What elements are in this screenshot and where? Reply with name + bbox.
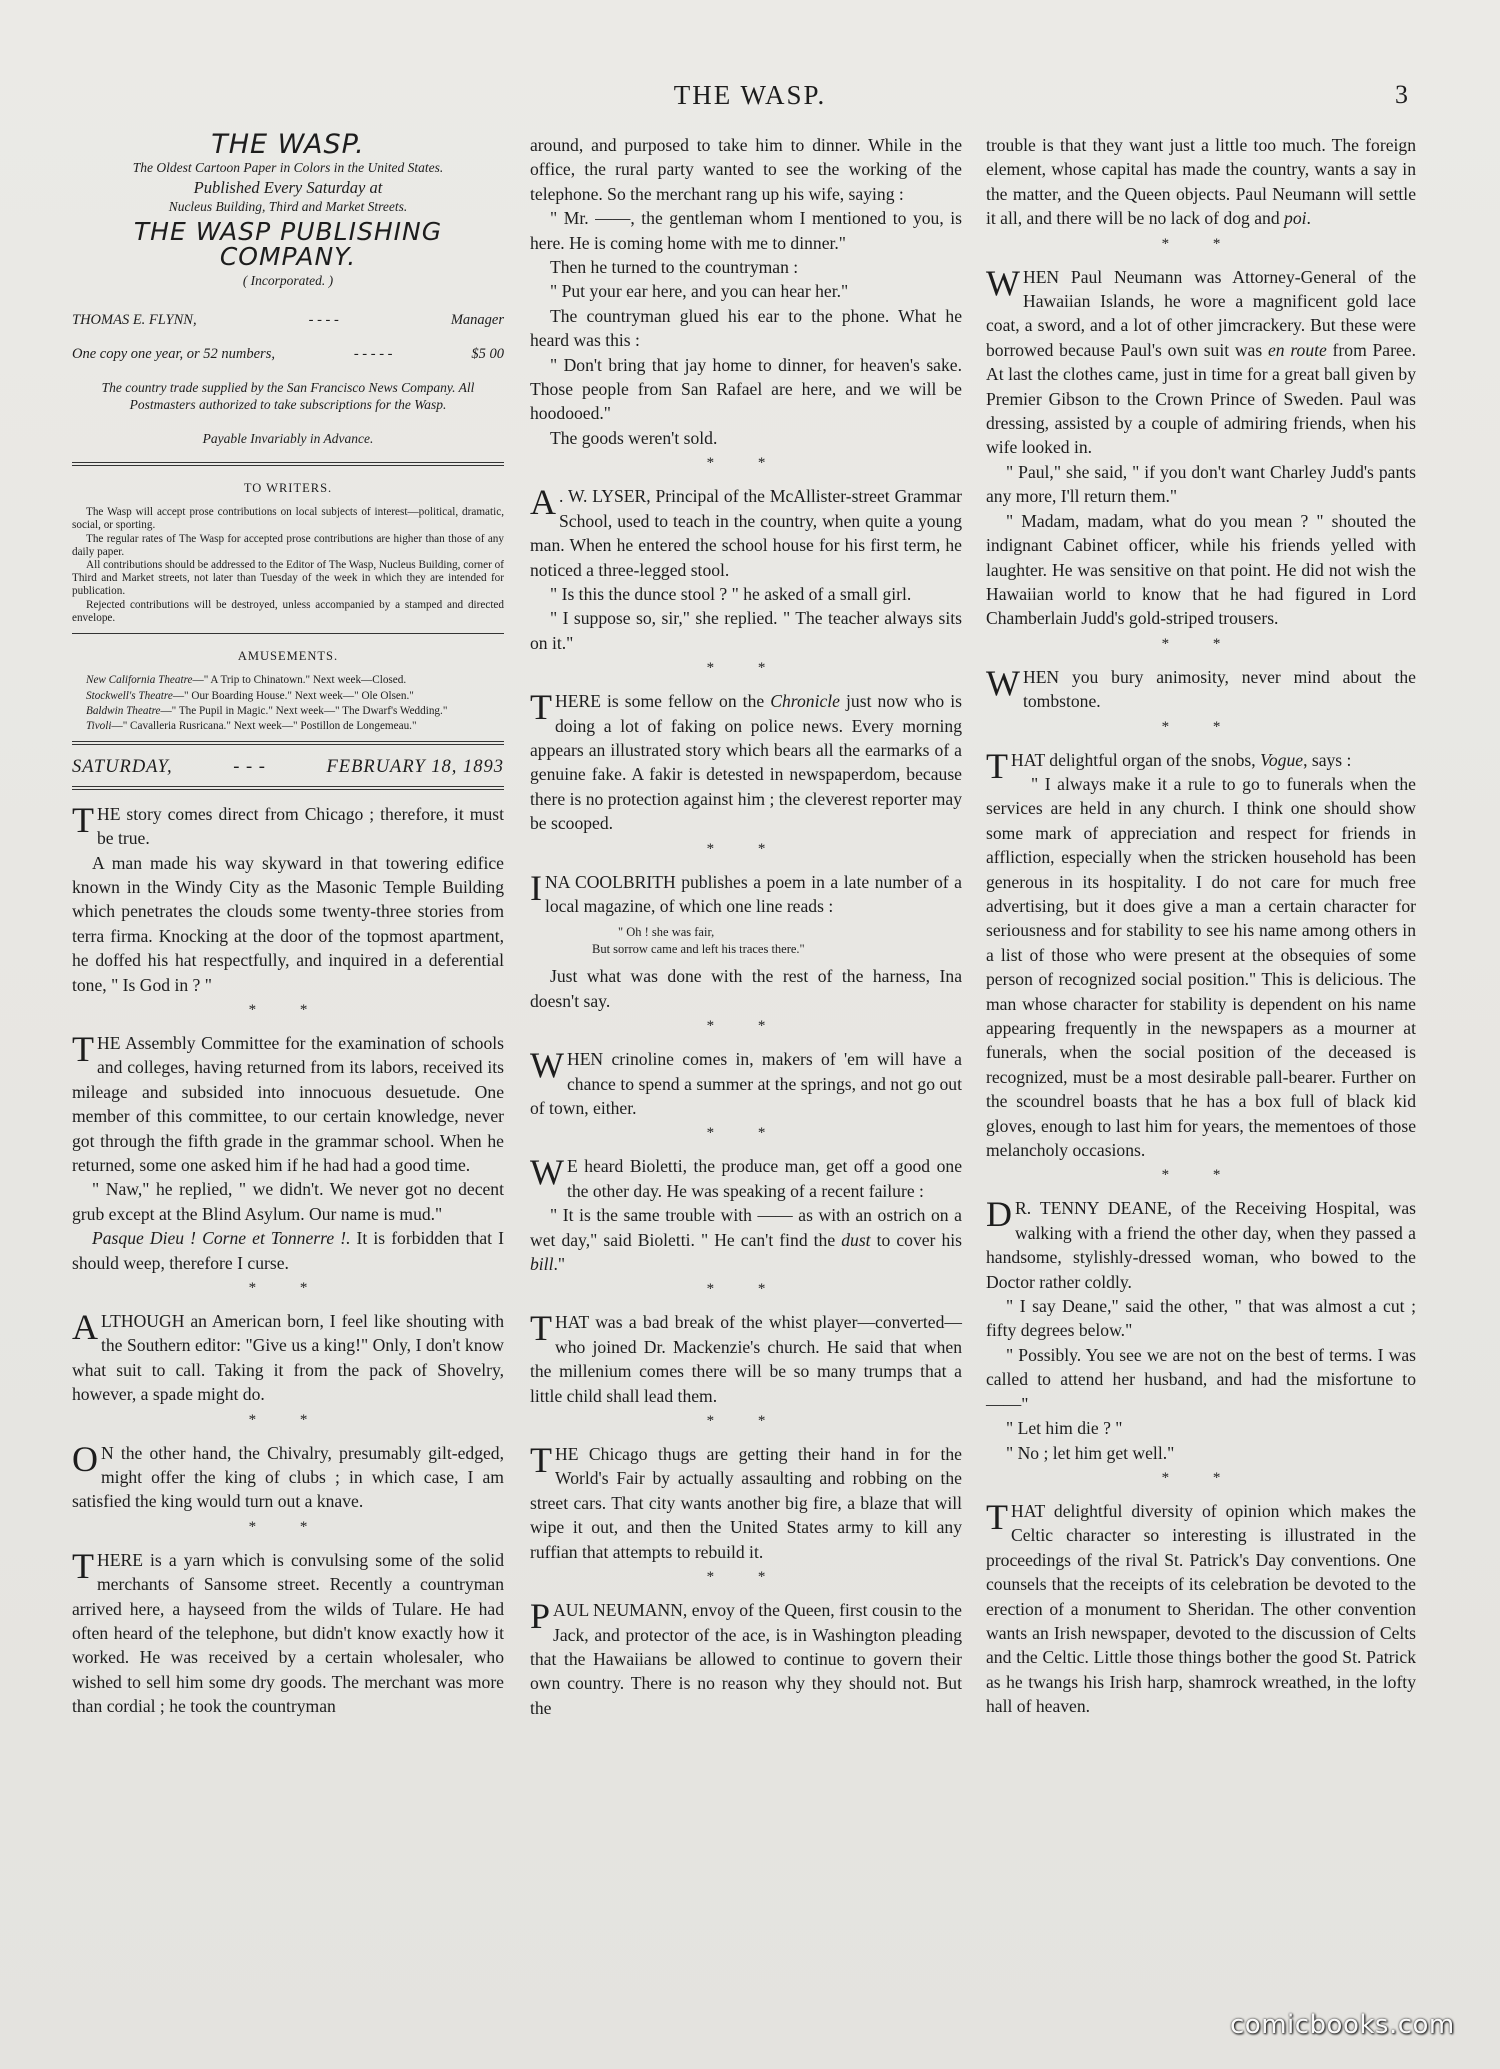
subscription-label: One copy one year, or 52 numbers, (72, 346, 275, 363)
section-separator: * * (706, 1125, 786, 1142)
paragraph: " Paul," she said, " if you don't want Charley Judd's pants any more, I'll return them." (986, 461, 1416, 507)
dateline (72, 755, 504, 779)
paragraph: THAT delightful organ of the snobs, Vogue, says : (986, 745, 1352, 786)
paragraph: " Is this the dunce stool ? " he asked of a small girl. (550, 583, 912, 604)
venue-name: Stockwell's Theatre (86, 689, 173, 702)
section-separator: * * (1161, 718, 1241, 735)
paragraph: WHEN crinoline comes in, makers of 'em will have a chance to spend a summer at the springs, and not go out of town, either. (530, 1045, 962, 1118)
drop-cap: O (72, 1438, 98, 1479)
drop-cap: A (530, 482, 556, 523)
drop-cap: T (72, 1545, 94, 1586)
paragraph: THE Assembly Committee for the examination of schools and colleges, having returned from its labors, received its mileage and subsided into innocuous desuetude. One member of this committee, to our certain knowledge, never got through the fifth grade in the grammar school. When he returned, some one asked him if he had had a good time. (72, 1028, 504, 1175)
paragraph: " I suppose so, sir," she replied. " The teacher always sits on it." (530, 608, 962, 653)
paragraph: " Mr. ——, the gentleman whom I mentioned to you, is here. He is coming home with me to dinner." (530, 208, 962, 253)
paragraph: Then he turned to the countryman : (550, 257, 799, 278)
drop-cap: T (72, 1028, 94, 1069)
amusement-text: —" Cavalleria Rusricana." Next week—" Postillon de Longemeau." (111, 720, 417, 733)
paragraph: Pasque Dieu ! Corne et Tonnerre !. It is forbidden that I should weep, therefore I curse. (72, 1228, 504, 1273)
leader-dots: - - - - (308, 311, 339, 328)
double-rule (72, 462, 504, 466)
paragraph: WHEN Paul Neumann was Attorney-General of the Hawaiian Islands, he wore a magnificent gold lace coat, a sword, and a lot of other jimcrackery. But these were borrowed because Paul's own suit was en route from Paree. At last the clothes came, just in time for a great ball given by Premier Gibson to the Crown Prince of Sweden. Paul was dressing, assisted by a couple of admiring friends, when his wife looked in. (986, 262, 1416, 458)
paragraph: THE Chicago thugs are getting their hand in for the World's Fair by actually assaulting and robbing on the street cars. That city wants another big fire, a blaze that will wipe it out, and then the United States army to kill any ruffian that attempts to rebuild it. (530, 1440, 962, 1562)
amusement-item (72, 720, 504, 733)
subscription-price: $5 00 (471, 346, 504, 363)
amusements-list (72, 674, 504, 733)
section-separator: * * (706, 455, 786, 472)
section-separator: * * (1161, 635, 1241, 652)
leader-dots: - - - - - (353, 346, 393, 363)
watermark: comicbooks.com (1230, 2010, 1455, 2040)
section-separator: * * (248, 1411, 328, 1428)
paragraph: " Let him die ? " (1006, 1418, 1123, 1439)
paragraph: A man made his way skyward in that towering edifice known in the Windy City as the Masonic Temple Building which penetrates the clouds some twenty-three stories from terra firma. Knocking at the door of the topmost apartment, he doffed his hat respectfully, and inquired in a deferential tone, " Is God in ? " (72, 852, 504, 995)
drop-cap: T (986, 745, 1008, 786)
drop-cap: W (986, 662, 1020, 703)
paragraph: Just what was done with the rest of the harness, Ina doesn't say. (530, 966, 962, 1011)
poem-quote: " Oh ! she was fair, But sorrow came and left his traces there." (592, 925, 805, 957)
section-separator: * * (706, 1281, 786, 1298)
masthead-title: THE WASP. (211, 129, 365, 160)
section-separator: * * (248, 1280, 328, 1297)
manager-title: Manager (450, 311, 504, 328)
paragraph: THAT delightful diversity of opinion which makes the Celtic character so interesting is illustrated in the proceedings of the rival St. Patrick's Day conventions. One counsels that the receipts of its celebration be devoted to the erection of a monument to Sheridan. The other convention wants an Irish newspaper, devoted to the discussion of Celts and the Celtic. Little those things bother the good St. Patrick as he twangs his Irish harp, shamrock wreathed, in the lofty hall of heaven. (986, 1496, 1416, 1717)
venue-name: New California Theatre (86, 674, 193, 687)
column-3 (986, 133, 1416, 1719)
to-writers-heading: TO WRITERS. (243, 480, 333, 495)
amusement-item (72, 705, 504, 718)
paragraph: PAUL NEUMANN, envoy of the Queen, first cousin to the Jack, and protector of the ace, is in Washington pleading that the Hawaiians be allowed to continue to govern their own country. There is no reason why they should not. But the (530, 1596, 962, 1718)
paragraph: A . W. LYSER, Principal of the McAllister-street Grammar School, used to teach in the country, when quite a young man. When he entered the school house for his first term, he noticed a three-legged stool. (530, 482, 962, 580)
paragraph: ALTHOUGH an American born, I feel like shouting with the Southern editor: "Give us a king!" Only, I don't know what suit to call. Taking it from the pack of Shovelry, however, a spade might do. (72, 1307, 504, 1405)
section-separator: * * (248, 1001, 328, 1018)
drop-cap: T (986, 1496, 1008, 1537)
writers-paragraph: The regular rates of The Wasp for accepted prose contributions are higher than those of any daily paper. (72, 532, 504, 558)
manager-name: THOMAS E. FLYNN, (72, 311, 197, 328)
section-separator: * * (706, 1569, 786, 1586)
section-separator: * * (1161, 1469, 1241, 1486)
paragraph: THERE is a yarn which is convulsing some of the solid merchants of Sansome street. Recently a countryman arrived here, a hayseed from the wilds of Tulare. He had often heard of the telephone, but didn't know exactly how it worked. He was received by a certain wholesaler, who wished to sell him some dry goods. The merchant was more than cordial ; he took the countryman (72, 1545, 504, 1717)
to-writers-notice (72, 506, 504, 625)
drop-cap: W (530, 1152, 564, 1193)
section-separator: * * (706, 1413, 786, 1430)
masthead-incorporated: ( Incorporated. ) (242, 273, 334, 289)
masthead-address: Nucleus Building, Third and Market Streets. (168, 199, 408, 215)
double-rule (72, 741, 504, 745)
paragraph: " Don't bring that jay home to dinner, for heaven's sake. Those people from San Rafael are here, and we will be hoodooed." (530, 354, 962, 424)
amusement-text: —" The Pupil in Magic." Next week—" The Dwarf's Wedding." (160, 704, 448, 717)
divider (72, 633, 504, 634)
section-separator: * * (1161, 1167, 1241, 1184)
paragraph: W E heard Bioletti, the produce man, get off a good one the other day. He was speaking of a recent failure : (530, 1152, 962, 1201)
drop-cap: P (530, 1596, 551, 1637)
writers-paragraph: Rejected contributions will be destroyed, unless accompanied by a stamped and directed envelope. (72, 598, 504, 624)
amusement-text: —" A Trip to Chinatown." Next week—Closed. (192, 674, 407, 687)
drop-cap: D (986, 1194, 1012, 1235)
drop-cap: T (530, 1440, 552, 1481)
trade-note: The country trade supplied by the San Francisco News Company. All Postmasters authorized to take subscriptions for the Wasp. (101, 380, 475, 412)
venue-name: Baldwin Theatre (86, 704, 161, 717)
amusement-text: —" Our Boarding House." Next week—" Ole Olsen." (172, 689, 414, 702)
paragraph: " Possibly. You see we are not on the best of terms. I was called to attend her husband, and had the misfortune to ——" (986, 1344, 1416, 1414)
amusement-item (72, 690, 504, 703)
writers-paragraph: The Wasp will accept prose contributions on local subjects of interest—political, dramatic, social, or sporting. (72, 506, 504, 532)
dateline-dashes: - - - (233, 757, 266, 778)
manager-line (72, 308, 504, 332)
running-title: THE WASP. (673, 80, 827, 110)
section-separator: * * (706, 660, 786, 677)
masthead-published: Published Every Saturday at (193, 178, 383, 198)
double-rule (72, 786, 504, 790)
amusement-item (72, 674, 504, 687)
paragraph: WHEN you bury animosity, never mind about the tombstone. (986, 662, 1416, 712)
paragraph: " Madam, madam, what do you mean ? " shouted the indignant Cabinet officer, while his friends yelled with laughter. He was sensitive on that point. He did not wish the Hawaiian world to know that he had figured in Lord Chamberlain Judd's gold-striped trousers. (986, 510, 1416, 629)
page-number: 3 (1395, 80, 1408, 109)
paragraph: " It is the same trouble with —— as with an ostrich on a wet day," said Bioletti. " He can't find the dust to cover his bill." (530, 1205, 962, 1275)
paragraph: THAT was a bad break of the whist player—converted—who joined Dr. Mackenzie's church. He said that when the millenium comes there will be so many trumps that a little child shall lead them. (530, 1308, 962, 1406)
writers-paragraph: All contributions should be addressed to the Editor of The Wasp, Nucleus Building, corner of Third and Market streets, not later than Tuesday of the week in which they are intended for publication. (72, 559, 504, 598)
paragraph: THE story comes direct from Chicago ; therefore, it must be true. (72, 799, 504, 849)
paragraph: INA COOLBRITH publishes a poem in a late number of a local magazine, of which one line reads : (530, 867, 962, 916)
paragraph: The goods weren't sold. (550, 427, 718, 448)
amusements-heading: AMUSEMENTS. (237, 649, 339, 664)
venue-name: Tivoli (86, 720, 112, 733)
drop-cap: A (72, 1307, 98, 1348)
section-separator: * * (706, 840, 786, 857)
paragraph: around, and purposed to take him to dinner. While in the office, the rural party wanted to see the working of the telephone. So the merchant rang up his wife, saying : (530, 135, 962, 204)
paragraph: " I always make it a rule to go to funerals when the services are held in any church. I think one should show some mark of appreciation and respect for friends in affliction, especially when the stricken household has been generous in its hospitality. I do not care for much free advertising, but it does give a man a certain character for seriousness and for stability to see his name among others in a list of those who were present at the obsequies of some person of recognized social position." This is delicious. The man whose character for stability is dependent on his name appearing frequently in the newspapers as a mourner at funerals, when the social position of the deceased is recognized, must be a most desirable pall-bearer. Further on the scoundrel boasts that he has a box full of black kid gloves, enough to last him for years, the mementoes of those melancholy occasions. (986, 773, 1416, 1161)
subscription-line (72, 342, 504, 366)
paragraph: " I say Deane," said the other, " that was almost a cut ; fifty degrees below." (986, 1296, 1416, 1341)
paragraph: trouble is that they want just a little too much. The foreign element, whose capital has made the country, wants a say in the matter, and the Queen objects. Paul Neumann will settle it all, and there will be no lack of dog and poi. (986, 135, 1416, 229)
paragraph: O N the other hand, the Chivalry, presumably gilt-edged, might offer the king of clubs ; in which case, I am satisfied the king would turn out a knave. (72, 1438, 504, 1512)
drop-cap: T (72, 799, 94, 840)
dateline-day: SATURDAY, (72, 757, 173, 778)
section-separator: * * (1161, 235, 1241, 252)
drop-cap: T (530, 1308, 552, 1349)
masthead (72, 129, 504, 294)
drop-cap: W (530, 1045, 564, 1086)
dateline-date: FEBRUARY 18, 1893 (326, 757, 504, 778)
masthead-tagline: The Oldest Cartoon Paper in Colors in the United States. (132, 160, 444, 176)
paragraph: THERE is some fellow on the Chronicle just now who is doing a lot of faking on police news. Every morning appears an illustrated story which bears all the earmarks of a genuine fake. A fakir is detested in newspaperdom, because there is no protection against him ; the cleverest reporter may be scooped. (530, 687, 962, 834)
column-1 (72, 129, 504, 1719)
drop-cap: T (530, 687, 552, 728)
paragraph: " Naw," he replied, " we didn't. We never got no decent grub except at the Blind Asylum. Our name is mud." (72, 1179, 504, 1224)
column-2 (530, 133, 962, 1720)
paragraph: " No ; let him get well." (1006, 1442, 1175, 1463)
payable-note: Payable Invariably in Advance. (202, 431, 374, 447)
section-separator: * * (248, 1518, 328, 1535)
paragraph: D R. TENNY DEANE, of the Receiving Hospital, was walking with a friend the other day, when they passed a handsome, stylishly-dressed woman, who bowed to the Doctor rather coldly. (986, 1194, 1416, 1292)
drop-cap: W (986, 262, 1020, 303)
drop-cap: I (530, 867, 542, 908)
paragraph: " Put your ear here, and you can hear her." (550, 281, 849, 302)
masthead-company: THE WASP PUBLISHING COMPANY. (133, 217, 443, 271)
paragraph: The countryman glued his ear to the phone. What he heard was this : (530, 305, 962, 351)
section-separator: * * (706, 1018, 786, 1035)
